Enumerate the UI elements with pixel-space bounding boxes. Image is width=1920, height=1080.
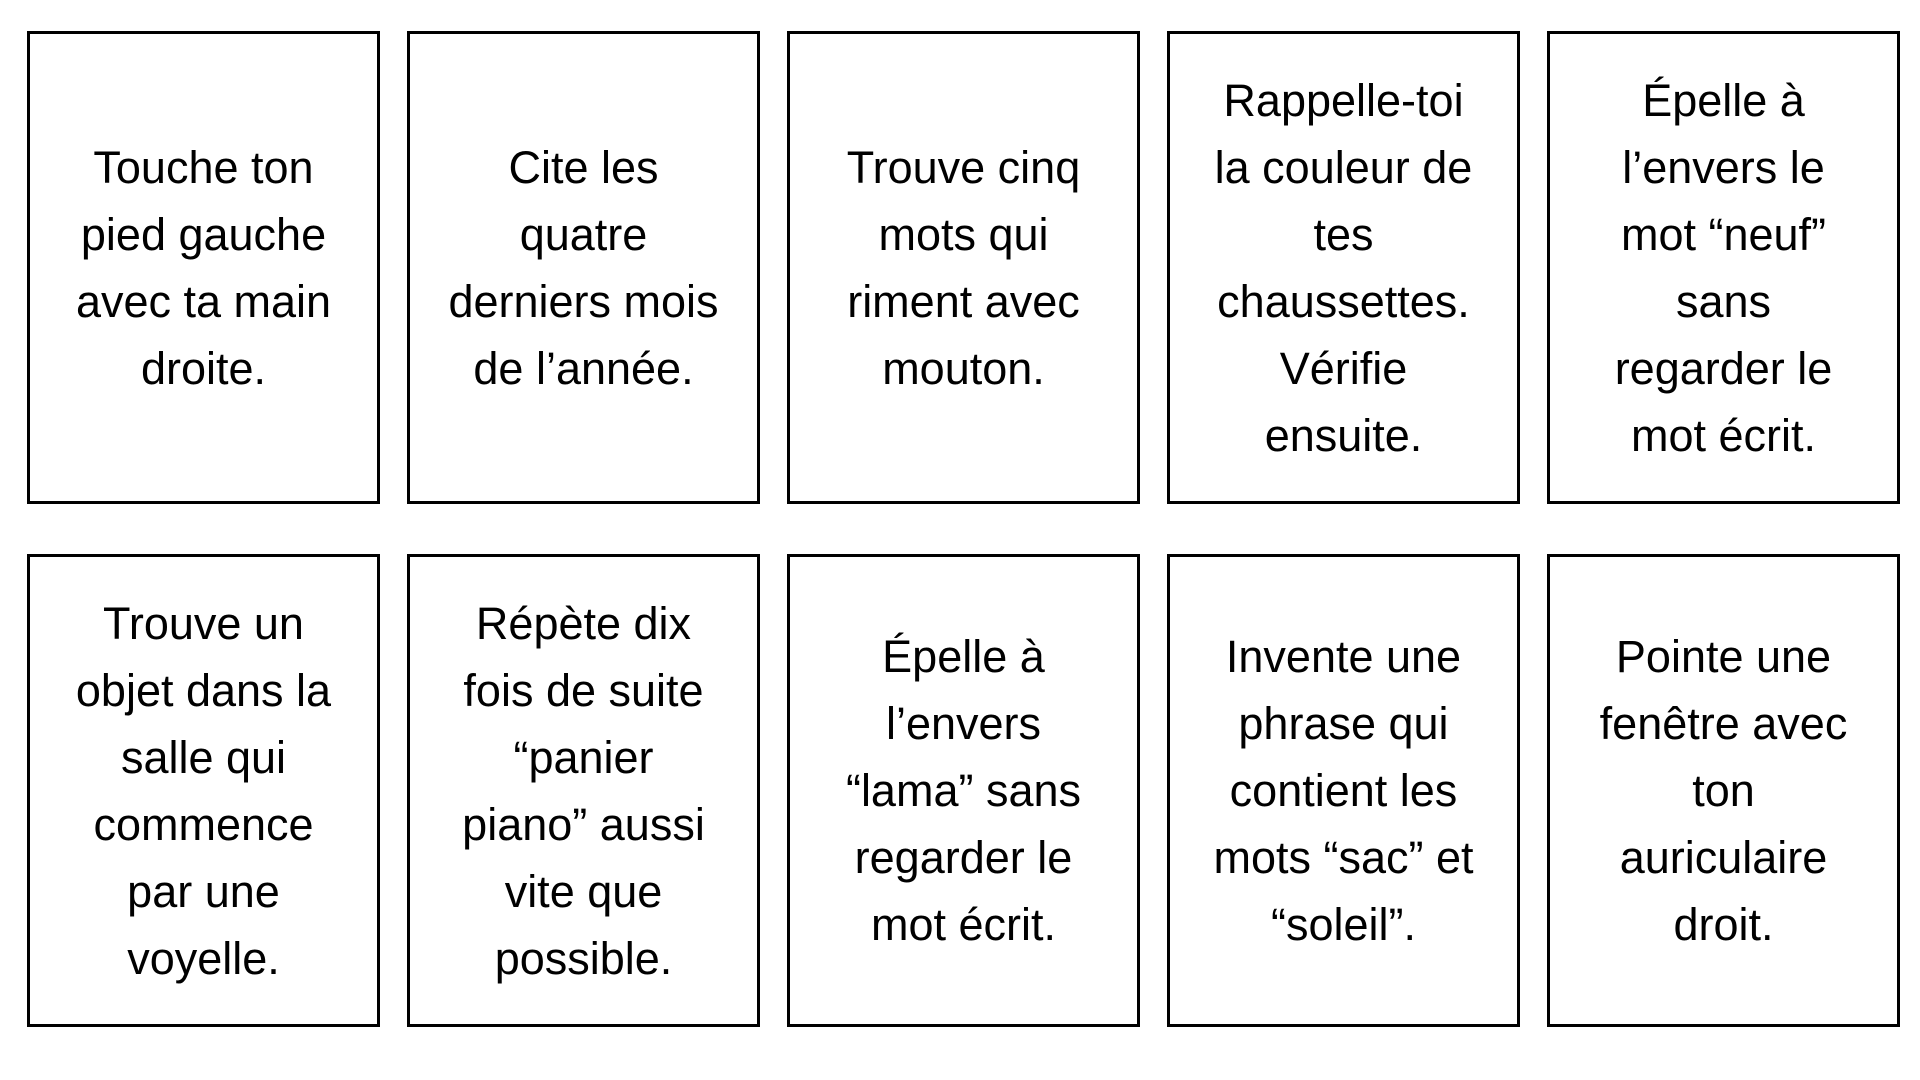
task-card-text: Touche ton pied gauche avec ta main droite.	[75, 141, 332, 394]
task-card	[1167, 554, 1520, 1027]
task-card	[787, 554, 1140, 1027]
task-card	[1167, 31, 1520, 504]
task-card-text: Répète dix fois de suite “panier piano” aussi vite que possible.	[462, 597, 705, 984]
task-card-text: Trouve cinq mots qui riment avec mouton.	[846, 141, 1081, 394]
task-card	[27, 31, 380, 504]
task-card	[1547, 31, 1900, 504]
task-card	[787, 31, 1140, 504]
task-card-text: Cite les quatre derniers mois de l’année.	[448, 141, 719, 394]
task-card	[407, 31, 760, 504]
task-card-text: Épelle à l’envers “lama” sans regarder le mot écrit.	[845, 631, 1082, 950]
task-card	[407, 554, 760, 1027]
task-card-text: Épelle à l’envers le mot “neuf” sans regarder le mot écrit.	[1614, 74, 1833, 461]
task-card-text: Pointe une fenêtre avec ton auriculaire droit.	[1599, 631, 1848, 950]
task-card-text: Rappelle-toi la couleur de tes chaussettes. Vérifie ensuite.	[1214, 74, 1473, 461]
card-grid	[27, 31, 1900, 1027]
task-card	[1547, 554, 1900, 1027]
task-card	[27, 554, 380, 1027]
task-card-text: Trouve un objet dans la salle qui commence par une voyelle.	[75, 597, 332, 984]
task-card-text: Invente une phrase qui contient les mots “sac” et “soleil”.	[1213, 631, 1474, 950]
